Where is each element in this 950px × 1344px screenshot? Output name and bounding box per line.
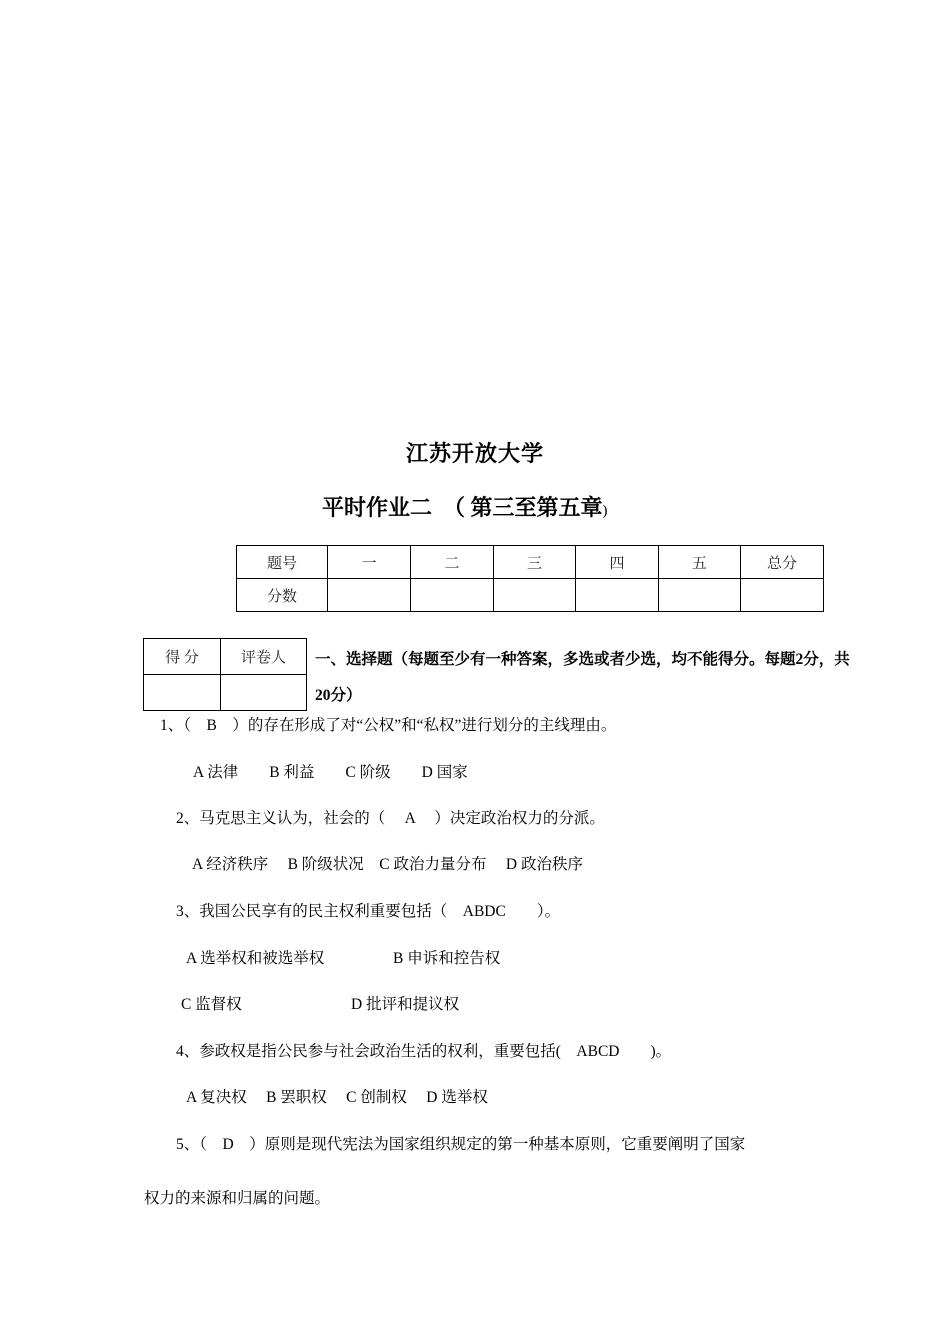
score-table-cell: 五 (659, 546, 741, 579)
score-table-cell: 分数 (237, 579, 328, 612)
assignment-title-tail: ) (602, 503, 608, 519)
score-table-cell: 四 (576, 546, 659, 579)
question-2: 2、马克思主义认为，社会的（ A ）决定政治权力的分派。 (176, 810, 605, 827)
question-1: 1、（ B ）的存在形成了对“公权”和“私权”进行划分的主线理由。 (160, 717, 617, 734)
score-input-cell[interactable] (576, 579, 659, 612)
score-input-cell[interactable] (494, 579, 576, 612)
question-5-line-2: 权力的来源和归属的问题。 (144, 1190, 331, 1207)
question-1-options: A 法律 B 利益 C 阶级 D 国家 (193, 764, 468, 781)
grader-table (143, 638, 307, 711)
grader-table-cell: 评卷人 (221, 639, 307, 675)
assignment-title-main: 平时作业二 （ 第三至第五章 (322, 495, 603, 520)
score-table-cell: 一 (328, 546, 411, 579)
question-3-option-c: C 监督权 (181, 996, 242, 1013)
grader-table-header-row (144, 639, 307, 675)
grader-table-cell: 得 分 (144, 639, 221, 675)
score-input-cell[interactable] (659, 579, 741, 612)
question-3: 3、我国公民享有的民主权利重要包括（ ABDC ）。 (176, 903, 561, 920)
score-input-cell[interactable] (411, 579, 494, 612)
grader-table-input-row (144, 675, 307, 711)
score-table-score-row (237, 579, 824, 612)
score-table (236, 545, 824, 612)
section-heading: 一、选择题（每题至少有一种答案，多选或者少选，均不能得分。每题2分，共20分） (315, 651, 850, 704)
score-table-cell: 总分 (741, 546, 824, 579)
question-3-option-d: D 批评和提议权 (351, 996, 460, 1013)
grader-score-cell[interactable] (144, 675, 221, 711)
score-input-cell[interactable] (741, 579, 824, 612)
question-3-option-b: B 申诉和控告权 (393, 950, 501, 967)
assignment-title (322, 491, 608, 522)
question-5-line-1: 5、（ D ）原则是现代宪法为国家组织规定的第一种基本原则，它重要阐明了国家 (176, 1136, 746, 1153)
question-2-options: A 经济秩序 B 阶级状况 C 政治力量分布 D 政治秩序 (192, 856, 583, 873)
grader-name-cell[interactable] (221, 675, 307, 711)
school-name: 江苏开放大学 (405, 441, 544, 466)
score-table-cell: 二 (411, 546, 494, 579)
score-table-cell: 题号 (237, 546, 328, 579)
question-4-options: A 复决权 B 罢职权 C 创制权 D 选举权 (186, 1089, 488, 1106)
score-table-cell: 三 (494, 546, 576, 579)
score-table-header-row (237, 546, 824, 579)
question-3-option-a: A 选举权和被选举权 (186, 950, 325, 967)
score-input-cell[interactable] (328, 579, 411, 612)
question-4: 4、参政权是指公民参与社会政治生活的权利，重要包括( ABCD )。 (176, 1043, 672, 1060)
